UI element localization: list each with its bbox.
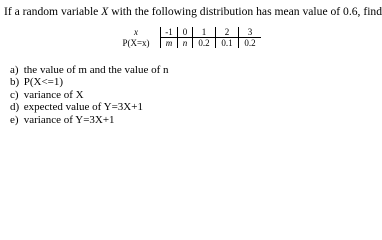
table-cell-p-1: m (161, 38, 178, 49)
table-cell-x-2: 0 (178, 27, 193, 38)
table-cell-p-4: 0.1 (216, 38, 239, 49)
part-text: P(X<=1) (23, 76, 64, 89)
part-letter: c) (10, 88, 19, 101)
table-header-x: x (112, 27, 161, 38)
question-intro-prefix: If a random variable (4, 5, 102, 18)
table-cell-p-5: 0.2 (239, 38, 262, 49)
list-item (10, 76, 169, 88)
part-letter: b) (10, 76, 20, 89)
question-intro-suffix: with the following distribution has mean value of 0.6, find (108, 5, 382, 18)
table-cell-x-3: 1 (193, 27, 216, 38)
list-item (10, 101, 169, 113)
part-letter: e) (10, 113, 19, 126)
table-cell-x-1: -1 (161, 27, 178, 38)
list-item (10, 89, 169, 101)
part-text: the value of m and the value of n (23, 64, 169, 76)
table-cell-p-3: 0.2 (193, 38, 216, 49)
question-text (4, 5, 382, 19)
part-text: variance of Y=3X+1 (23, 113, 115, 126)
table-cell-x-5: 3 (239, 27, 262, 38)
table-row-probability (112, 38, 261, 49)
table-cell-p-2: n (178, 38, 193, 49)
list-item (10, 64, 169, 76)
part-text: expected value of Y=3X+1 (23, 101, 143, 114)
question-intro-variable: X (101, 5, 109, 18)
question-parts-list (10, 64, 169, 126)
table-cell-x-4: 2 (216, 27, 239, 38)
table-header-probability: P(X=x) (112, 38, 161, 49)
list-item (10, 114, 169, 126)
table-row-x (112, 27, 261, 38)
part-text: variance of X (23, 88, 84, 101)
distribution-table (112, 27, 261, 48)
part-letter: d) (10, 101, 20, 114)
part-letter: a) (10, 64, 19, 76)
